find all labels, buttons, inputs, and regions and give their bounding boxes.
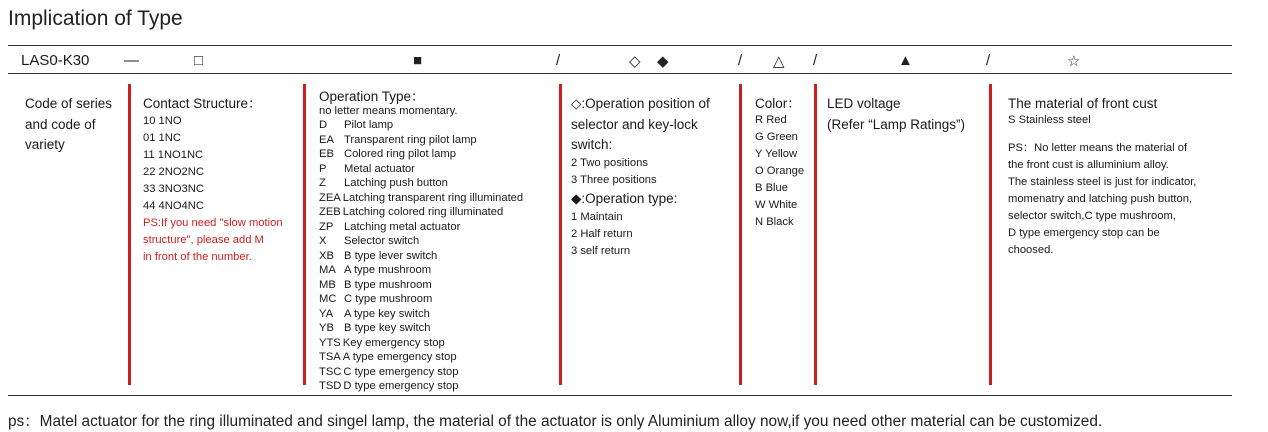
- operation-code: D: [319, 119, 328, 131]
- operation-code: XB: [319, 249, 334, 262]
- operation-desc: Key emergency stop: [342, 336, 445, 349]
- slash-separator: /: [556, 52, 561, 69]
- material-note: momenatry and latching push button,: [1008, 192, 1193, 205]
- operation-code: EB: [319, 148, 334, 160]
- led-heading: LED voltage: [827, 96, 901, 111]
- operation-code: TSA: [319, 351, 341, 363]
- position-heading: ◇:Operation position of: [571, 96, 710, 111]
- operation-heading: Operation Type：: [319, 89, 425, 104]
- operation-item: [319, 336, 523, 351]
- operation-code: P: [319, 162, 327, 175]
- material-placeholder-symbol: ☆: [1067, 53, 1081, 70]
- operation-code: MB: [319, 278, 336, 291]
- operation-item: [319, 176, 523, 191]
- series-line: Code of series: [25, 96, 113, 111]
- slash-separator: /: [813, 52, 818, 69]
- operation-item: [319, 379, 523, 394]
- optype-item: 1 Maintain: [571, 211, 623, 223]
- series-line: variety: [25, 137, 65, 152]
- operation-item: [319, 292, 523, 307]
- contact-item: 33 3NO3NC: [143, 182, 204, 195]
- color-item: Y Yellow: [755, 147, 798, 160]
- operation-column: [319, 87, 523, 394]
- slash-separator: /: [738, 52, 743, 69]
- material-note: PS：No letter means the material of: [1008, 141, 1188, 154]
- material-note: D type emergency stop can be: [1008, 226, 1160, 239]
- position-item: 2 Two positions: [571, 156, 648, 169]
- model-code: LAS0-K30: [21, 52, 90, 69]
- series-column: [25, 94, 112, 156]
- led-note: (Refer “Lamp Ratings”): [827, 116, 966, 132]
- operation-item: [319, 147, 523, 162]
- column-divider: [739, 84, 742, 385]
- operation-code: EA: [319, 133, 334, 146]
- operation-desc: Latching transparent ring illuminated: [342, 191, 524, 204]
- column-divider: [559, 84, 562, 385]
- operation-placeholder-symbol: ■: [413, 52, 423, 69]
- operation-desc: A type emergency stop: [342, 351, 457, 363]
- operation-code: MA: [319, 264, 336, 276]
- position-heading: switch:: [571, 137, 613, 152]
- position-heading: selector and key-lock: [571, 116, 698, 132]
- material-note: selector switch,C type mushroom,: [1008, 209, 1176, 222]
- header-rule: [8, 73, 1232, 74]
- contact-item: 22 2NO2NC: [143, 165, 204, 178]
- color-heading: Color：: [755, 96, 801, 111]
- operation-desc: Pilot lamp: [344, 119, 394, 131]
- operation-code: Z: [319, 177, 326, 189]
- operation-code: MC: [319, 293, 337, 305]
- contact-note: in front of the number.: [143, 250, 252, 263]
- operation-desc: C type emergency stop: [343, 365, 459, 378]
- operation-code: ZEA: [319, 191, 341, 204]
- operation-item: [319, 191, 523, 206]
- operation-item: [319, 205, 523, 220]
- optype-item: 3 self return: [571, 245, 631, 257]
- operation-desc: Colored ring pilot lamp: [344, 148, 456, 160]
- contact-note: structure", please add M: [143, 233, 264, 246]
- operation-item: [319, 278, 523, 293]
- operation-desc: Metal actuator: [344, 162, 415, 175]
- contact-item: 01 1NC: [143, 131, 181, 144]
- operation-code: TSC: [319, 365, 342, 378]
- page-title: Implication of Type: [8, 7, 183, 30]
- operation-code: ZP: [319, 220, 334, 233]
- optype-item: 2 Half return: [571, 228, 633, 240]
- contact-heading: Contact Structure：: [143, 96, 262, 111]
- optype-heading: ◆:Operation type:: [571, 190, 678, 206]
- column-divider: [128, 84, 131, 385]
- operation-desc: Latching metal actuator: [344, 220, 461, 233]
- material-item: S Stainless steel: [1008, 113, 1091, 126]
- operation-desc: C type mushroom: [344, 293, 433, 305]
- dash-separator: —: [124, 52, 139, 69]
- contact-item: 10 1NO: [143, 114, 182, 127]
- slash-separator: /: [986, 52, 991, 69]
- material-note: the front cust is alluminium alloy.: [1008, 158, 1169, 171]
- color-item: W White: [755, 198, 798, 211]
- operation-desc: A type key switch: [344, 307, 430, 320]
- contact-item: 44 4NO4NC: [143, 199, 204, 212]
- column-divider: [989, 84, 992, 385]
- operation-code: YTS: [319, 336, 341, 349]
- operation-desc: Transparent ring pilot lamp: [344, 133, 477, 146]
- operation-code: TSD: [319, 380, 342, 392]
- material-note: choosed.: [1008, 243, 1054, 256]
- column-divider: [303, 84, 306, 385]
- operation-desc: A type mushroom: [344, 264, 432, 276]
- color-item: R Red: [755, 113, 787, 126]
- material-note: The stainless steel is just for indicator,: [1008, 175, 1197, 188]
- led-column: [827, 94, 965, 135]
- color-item: G Green: [755, 130, 798, 143]
- operation-item: [319, 321, 523, 336]
- operation-item: [319, 249, 523, 264]
- color-item: O Orange: [755, 164, 805, 177]
- contact-item: 11 1NO1NC: [143, 148, 204, 161]
- contact-placeholder-symbol: □: [194, 52, 204, 69]
- operation-item: [319, 365, 523, 380]
- operation-code: ZEB: [319, 206, 341, 218]
- operation-desc: B type key switch: [344, 322, 431, 334]
- material-heading: The material of front cust: [1008, 96, 1158, 111]
- operation-desc: Selector switch: [344, 235, 420, 247]
- operation-item: [319, 307, 523, 322]
- contact-column: [143, 94, 283, 266]
- position-placeholder-symbol: ◇: [629, 53, 641, 70]
- position-column: [571, 94, 710, 260]
- position-item: 3 Three positions: [571, 173, 657, 186]
- led-placeholder-symbol: ▲: [898, 52, 913, 69]
- material-column: [1008, 94, 1196, 259]
- operation-item: [319, 234, 523, 249]
- operation-item: [319, 162, 523, 177]
- operation-desc: B type mushroom: [344, 278, 432, 291]
- operation-desc: Latching push button: [344, 177, 448, 189]
- optype-placeholder-symbol: ◆: [657, 53, 669, 70]
- color-item: N Black: [755, 215, 794, 228]
- footer-note: ps：Matel actuator for the ring illuminated and singel lamp, the material of the actuator is only Aluminium alloy now,if you need other material can be customized.: [8, 413, 1103, 430]
- operation-item: [319, 350, 523, 365]
- operation-code: X: [319, 235, 327, 247]
- operation-code: YB: [319, 322, 334, 334]
- operation-desc: B type lever switch: [344, 249, 438, 262]
- operation-desc: Latching colored ring illuminated: [342, 206, 504, 218]
- operation-desc: D type emergency stop: [343, 380, 459, 392]
- top-rule: [8, 45, 1232, 46]
- operation-item: [319, 133, 523, 148]
- contact-note: PS:If you need "slow motion: [143, 216, 283, 229]
- column-divider: [814, 84, 817, 385]
- operation-item: [319, 220, 523, 235]
- series-line: and code of: [25, 116, 96, 132]
- color-column: [755, 94, 804, 231]
- operation-item: [319, 263, 523, 278]
- bottom-rule: [8, 395, 1232, 396]
- color-item: B Blue: [755, 181, 788, 194]
- operation-code: YA: [319, 307, 334, 320]
- color-placeholder-symbol: △: [773, 53, 785, 70]
- operation-subheading: no letter means momentary.: [319, 104, 458, 117]
- operation-item: [319, 118, 523, 133]
